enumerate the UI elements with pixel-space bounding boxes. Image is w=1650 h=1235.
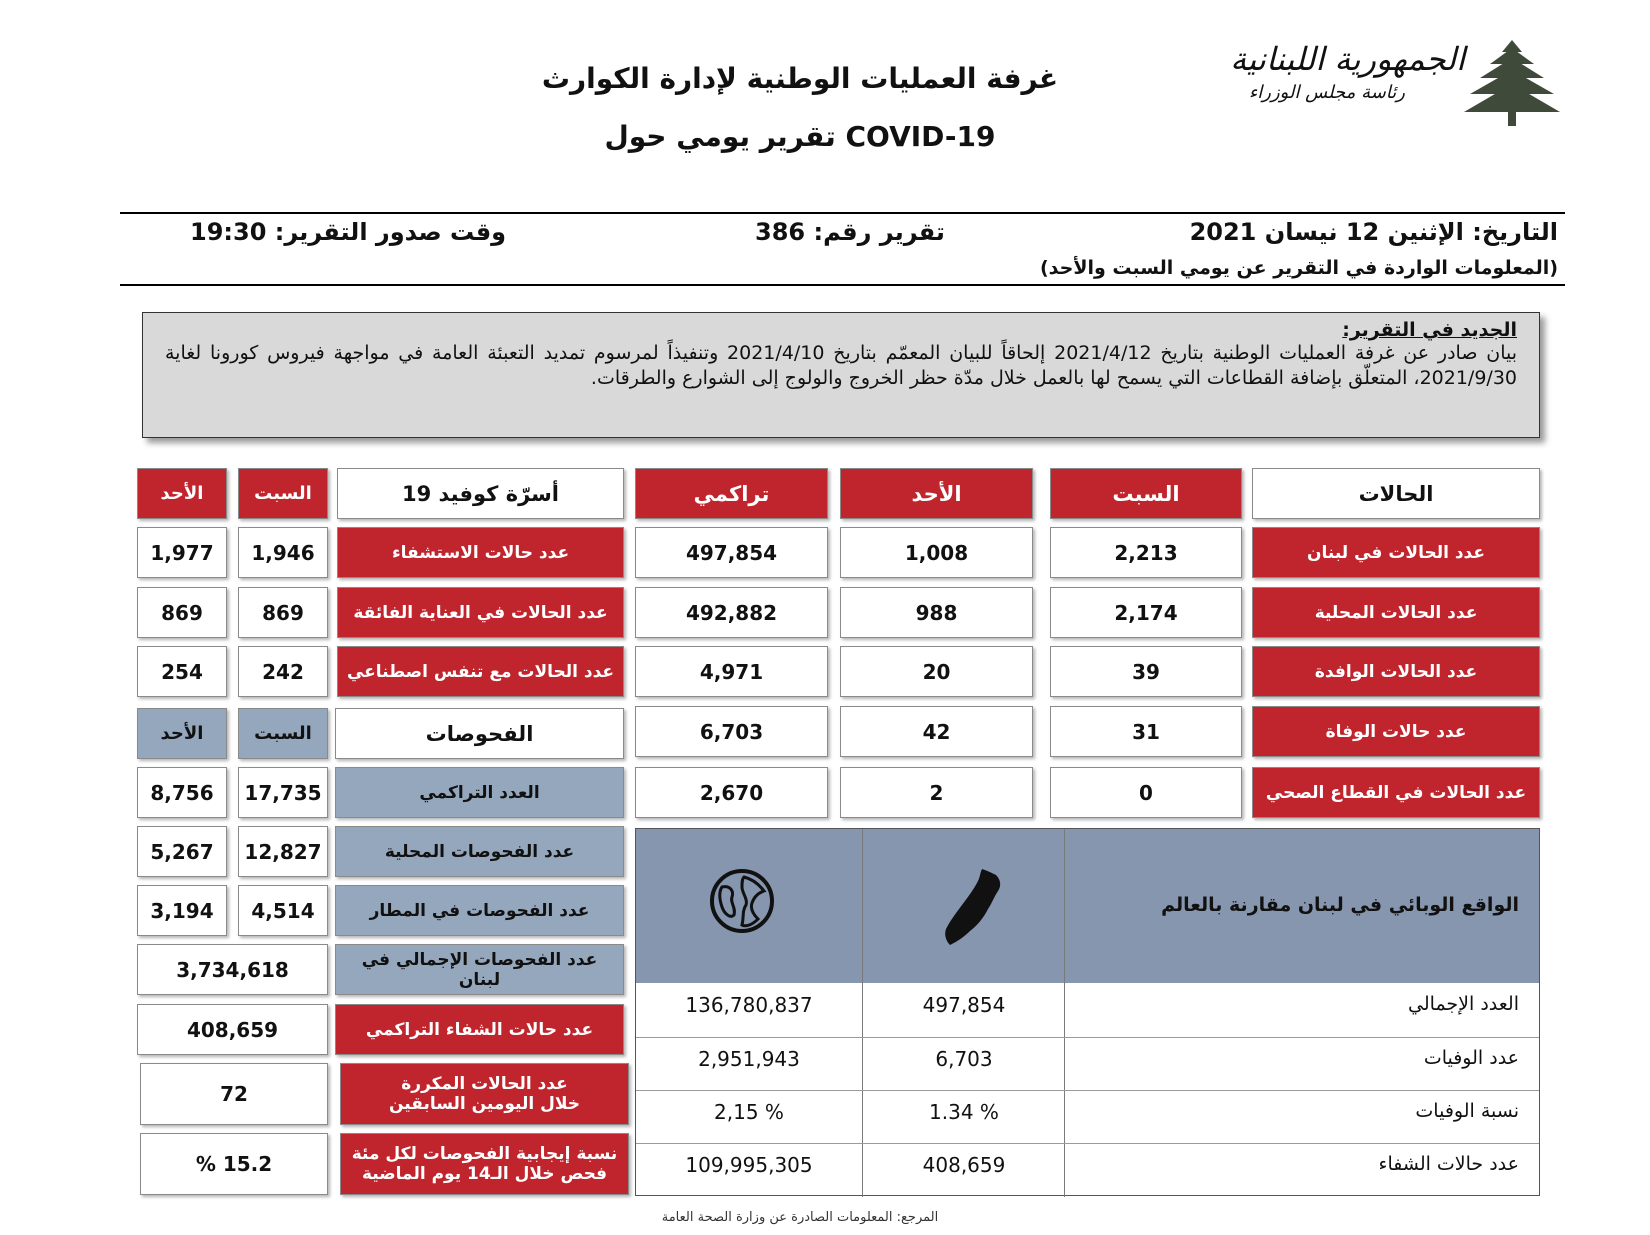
- cases-row-total: 492,882: [635, 587, 828, 638]
- cases-row-sun: 42: [840, 706, 1033, 757]
- tests-row-sun: 3,194: [137, 885, 227, 936]
- world-row-divider: [636, 1090, 1539, 1091]
- globe-icon: [708, 867, 776, 935]
- beds-row-label: عدد الحالات في العناية الفائقة: [337, 587, 624, 638]
- positivity-rate-label-line-1: نسبة إيجابية الفحوصات لكل مئة: [351, 1144, 618, 1164]
- cases-row-label: عدد حالات الوفاة: [1252, 706, 1540, 757]
- lebanon-map-icon: [940, 867, 1006, 947]
- cases-row-sat: 39: [1050, 646, 1242, 697]
- world-row-divider: [636, 1037, 1539, 1038]
- world-row-world: 136,780,837: [685, 993, 813, 1017]
- recovered-label: عدد حالات الشفاء التراكمي: [335, 1004, 624, 1055]
- news-heading: الجديد في التقرير:: [1342, 319, 1517, 341]
- duplicate-cases-label-line-1: عدد الحالات المكررة: [401, 1074, 568, 1094]
- recovered-value: 408,659: [137, 1004, 328, 1055]
- cases-header-label: الحالات: [1252, 468, 1540, 519]
- cases-row-label: عدد الحالات المحلية: [1252, 587, 1540, 638]
- cases-row-sat: 2,213: [1050, 527, 1242, 578]
- tests-row-sat: 17,735: [238, 767, 328, 818]
- world-row-lebanon: 1.34 %: [929, 1100, 999, 1124]
- logo-line-2: رئاسة مجلس الوزراء: [1248, 82, 1405, 103]
- world-row-lebanon: 6,703: [935, 1047, 993, 1071]
- report-date-note: (المعلومات الواردة في التقرير عن يومي السبت والأحد): [1039, 257, 1558, 279]
- tests-row-sun: 8,756: [137, 767, 227, 818]
- cases-row-label: عدد الحالات في القطاع الصحي: [1252, 767, 1540, 818]
- cases-row-sun: 1,008: [840, 527, 1033, 578]
- tests-header-label: الفحوصات: [335, 708, 624, 759]
- world-row-world: 2,15 %: [714, 1100, 784, 1124]
- cases-header-total: تراكمي: [635, 468, 828, 519]
- tests-row-label: عدد الفحوصات المحلية: [335, 826, 624, 877]
- top-divider: [120, 212, 1565, 214]
- beds-header-sun: الأحد: [137, 468, 227, 519]
- beds-row-label: عدد الحالات مع تنفس اصطناعي: [337, 646, 624, 697]
- world-row-label: عدد حالات الشفاء: [1378, 1153, 1519, 1175]
- cases-row-sun: 988: [840, 587, 1033, 638]
- beds-row-sat: 869: [238, 587, 328, 638]
- world-column-divider: [1064, 829, 1065, 1197]
- world-row-lebanon: 497,854: [922, 993, 1006, 1017]
- cases-row-total: 6,703: [635, 706, 828, 757]
- news-box: [142, 312, 1540, 438]
- report-time: وقت صدور التقرير: 19:30: [190, 218, 507, 246]
- cases-row-sun: 20: [840, 646, 1033, 697]
- cases-row-label: عدد الحالات الوافدة: [1252, 646, 1540, 697]
- beds-row-label: عدد حالات الاستشفاء: [337, 527, 624, 578]
- world-row-label: عدد الوفيات: [1423, 1047, 1519, 1069]
- news-body: بيان صادر عن غرفة العمليات الوطنية بتاريخ 2021/4/12 إلحاقاً للبيان المعمّم بتاريخ 2021/4/10 وتنفيذاً لمرسوم تمديد التعبئة العامة في مواجهة فيروس كورونا لغاية 2021/9/30، المتعلّق بإضافة القطاعات التي يسمح لها بالعمل خلال مدّة حظر الخروج والولوج إلى الشوارع والطرقات.: [165, 342, 1518, 389]
- beds-row-sat: 1,946: [238, 527, 328, 578]
- world-row-label: نسبة الوفيات: [1415, 1100, 1519, 1122]
- bottom-divider: [120, 284, 1565, 286]
- cases-row-total: 497,854: [635, 527, 828, 578]
- logo-text: [1225, 40, 1465, 103]
- cases-row-total: 4,971: [635, 646, 828, 697]
- report-title: غرفة العمليات الوطنية لإدارة الكوارث: [541, 62, 1059, 95]
- beds-row-sat: 242: [238, 646, 328, 697]
- world-row-lebanon: 408,659: [922, 1153, 1006, 1177]
- positivity-rate-label: [340, 1133, 629, 1195]
- tests-row-label: العدد التراكمي: [335, 767, 624, 818]
- tests-total-value: 3,734,618: [137, 944, 328, 995]
- duplicate-cases-label-line-2: خلال اليومين السابقين: [388, 1094, 581, 1114]
- beds-header-label: أسرّة كوفيد 19: [337, 468, 624, 519]
- tests-row-label: عدد الفحوصات في المطار: [335, 885, 624, 936]
- report-subtitle: تقرير يومي حول COVID-19: [604, 120, 996, 153]
- world-row-divider: [636, 1143, 1539, 1144]
- world-row-label: العدد الإجمالي: [1408, 993, 1519, 1015]
- report-date: التاريخ: الإثنين 12 نيسان 2021: [1189, 218, 1558, 246]
- world-row-world: 2,951,943: [698, 1047, 800, 1071]
- beds-row-sun: 254: [137, 646, 227, 697]
- tests-row-sat: 12,827: [238, 826, 328, 877]
- duplicate-cases-label: [340, 1063, 629, 1125]
- duplicate-cases-value: 72: [140, 1063, 328, 1125]
- report-number: تقرير رقم: 386: [755, 218, 945, 246]
- cases-row-label: عدد الحالات في لبنان: [1252, 527, 1540, 578]
- tests-row-sat: 4,514: [238, 885, 328, 936]
- world-comparison-table: [635, 828, 1540, 1196]
- cases-row-total: 2,670: [635, 767, 828, 818]
- source-note: المرجع: المعلومات الصادرة عن وزارة الصحة العامة: [661, 1210, 939, 1225]
- world-title: الواقع الوبائي في لبنان مقارنة بالعالم: [1161, 894, 1519, 916]
- tests-row-sun: 5,267: [137, 826, 227, 877]
- beds-row-sun: 1,977: [137, 527, 227, 578]
- cases-row-sat: 2,174: [1050, 587, 1242, 638]
- cases-header-sun: الأحد: [840, 468, 1033, 519]
- positivity-rate-value: 15.2 %: [140, 1133, 328, 1195]
- positivity-rate-label-line-2: فحص خلال الـ14 يوم الماضية: [361, 1164, 608, 1184]
- tests-header-sun: الأحد: [137, 708, 227, 759]
- beds-row-sun: 869: [137, 587, 227, 638]
- cases-row-sun: 2: [840, 767, 1033, 818]
- cases-row-sat: 0: [1050, 767, 1242, 818]
- tests-total-label: عدد الفحوصات الإجمالي في لبنان: [335, 944, 624, 995]
- cases-row-sat: 31: [1050, 706, 1242, 757]
- cases-header-sat: السبت: [1050, 468, 1242, 519]
- world-column-divider: [862, 829, 863, 1197]
- tests-header-sat: السبت: [238, 708, 328, 759]
- world-row-world: 109,995,305: [685, 1153, 813, 1177]
- beds-header-sat: السبت: [238, 468, 328, 519]
- cedar-tree-icon: [1462, 38, 1562, 130]
- logo-line-1: الجمهورية اللبنانية: [1230, 40, 1465, 78]
